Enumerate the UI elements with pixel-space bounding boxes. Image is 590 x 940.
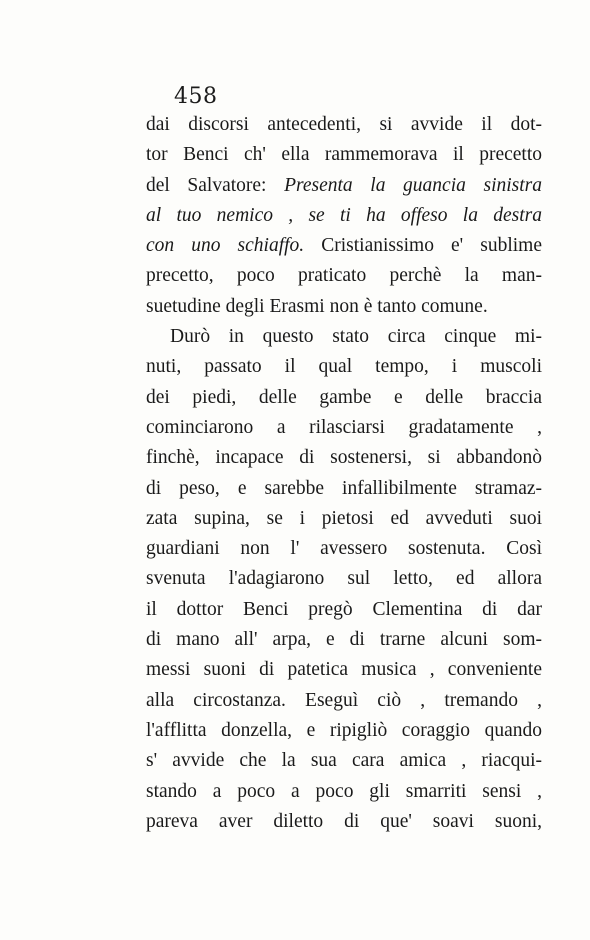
text-line: con uno schiaffo. Cristianissimo e' sublime [146, 235, 543, 257]
text-line: di peso, e sarebbe infallibilmente stramaz- [146, 477, 542, 499]
text-line: tor Benci ch' ella rammemorava il precetto [146, 144, 542, 166]
text-line: del Salvatore: Presenta la guancia sinistra [146, 174, 542, 196]
paragraph-start-line: Durò in questo stato circa cinque mi- [170, 326, 542, 348]
text-line: suetudine degli Erasmi non è tanto comune. [146, 295, 488, 317]
text-line [146, 201, 542, 231]
text-line: stando a poco a poco gli smarriti sensi , [146, 780, 542, 802]
italic-quote: Presenta la guancia sinistra [284, 174, 542, 196]
text-line: cominciarono a rilasciarsi gradatamente , [146, 416, 542, 438]
text-line: dei piedi, delle gambe e delle braccia [146, 386, 542, 408]
text-line: l'afflitta donzella, e ripigliò coraggio quando [146, 719, 542, 741]
italic-quote: al tuo nemico , se ti ha offeso la destra [146, 204, 542, 226]
text-line: dai discorsi antecedenti, si avvide il dot- [146, 114, 542, 135]
page-number: 458 [174, 84, 218, 109]
italic-quote: con uno schiaffo. [146, 235, 305, 257]
text-line: messi suoni di patetica musica , conveniente [146, 659, 542, 681]
text-line: zata supina, se i pietosi ed avveduti suoi [146, 507, 542, 529]
body-text [146, 110, 542, 837]
text-line: pareva aver diletto di que' soavi suoni, [146, 810, 542, 832]
text-line: di mano all' arpa, e di trarne alcuni som- [146, 629, 542, 651]
text-line: il dottor Benci pregò Clementina di dar [146, 598, 542, 620]
text-line: guardiani non l' avessero sostenuta. Così [146, 538, 542, 560]
text-line: s' avvide che la sua cara amica , riacqui- [146, 750, 542, 772]
text-line: alla circostanza. Eseguì ciò , tremando , [146, 689, 542, 711]
text-line: svenuta l'adagiarono sul letto, ed allora [146, 568, 542, 590]
text-line: nuti, passato il qual tempo, i muscoli [146, 356, 542, 378]
text-line: finchè, incapace di sostenersi, si abbandonò [146, 447, 542, 469]
text-line: precetto, poco praticato perchè la man- [146, 265, 542, 287]
